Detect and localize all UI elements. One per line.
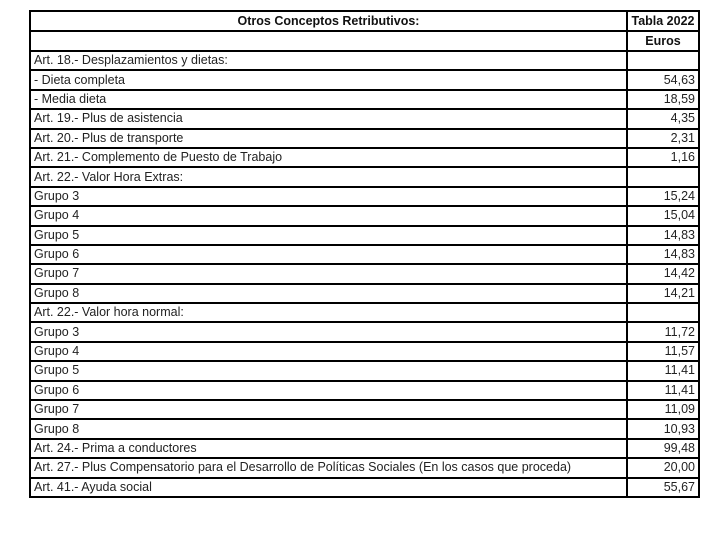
row-value: 55,67	[627, 478, 699, 497]
row-value: 99,48	[627, 439, 699, 458]
table-row	[30, 245, 699, 264]
row-value	[627, 167, 699, 186]
row-value: 11,41	[627, 381, 699, 400]
row-value: 11,41	[627, 361, 699, 380]
row-label: Grupo 8	[30, 284, 627, 303]
table-row	[30, 458, 699, 477]
row-value: 14,21	[627, 284, 699, 303]
row-label: Art. 20.- Plus de transporte	[30, 129, 627, 148]
table-row	[30, 303, 699, 322]
table-row	[30, 90, 699, 109]
header-empty-cell	[30, 31, 627, 51]
row-value: 11,57	[627, 342, 699, 361]
row-value: 1,16	[627, 148, 699, 167]
table-row	[30, 322, 699, 341]
row-label: Art. 41.- Ayuda social	[30, 478, 627, 497]
row-label: Art. 21.- Complemento de Puesto de Trabajo	[30, 148, 627, 167]
row-label: Art. 19.- Plus de asistencia	[30, 109, 627, 128]
header-row	[30, 11, 699, 31]
row-label: - Media dieta	[30, 90, 627, 109]
row-label: Grupo 5	[30, 361, 627, 380]
row-label: Art. 22.- Valor hora normal:	[30, 303, 627, 322]
row-value: 11,09	[627, 400, 699, 419]
row-value: 15,24	[627, 187, 699, 206]
row-value: 18,59	[627, 90, 699, 109]
row-label: Art. 18.- Desplazamientos y dietas:	[30, 51, 627, 70]
row-value: 4,35	[627, 109, 699, 128]
column-title: Tabla 2022	[627, 11, 699, 31]
row-label: Grupo 3	[30, 187, 627, 206]
row-label: Art. 27.- Plus Compensatorio para el Desarrollo de Políticas Sociales (En los casos que proceda)	[30, 458, 627, 477]
table-row	[30, 342, 699, 361]
table-row	[30, 109, 699, 128]
table-row	[30, 51, 699, 70]
table-row	[30, 167, 699, 186]
retribution-table	[29, 10, 700, 498]
row-value: 2,31	[627, 129, 699, 148]
row-label: Grupo 3	[30, 322, 627, 341]
row-value: 15,04	[627, 206, 699, 225]
row-label: Grupo 6	[30, 381, 627, 400]
table-title: Otros Conceptos Retributivos:	[30, 11, 627, 31]
row-value: 20,00	[627, 458, 699, 477]
table-row	[30, 381, 699, 400]
row-value: 14,83	[627, 226, 699, 245]
table-row	[30, 439, 699, 458]
row-value: 54,63	[627, 70, 699, 89]
row-value	[627, 51, 699, 70]
table-row	[30, 226, 699, 245]
table-row	[30, 478, 699, 497]
table-row	[30, 187, 699, 206]
row-label: Grupo 5	[30, 226, 627, 245]
table-row	[30, 148, 699, 167]
row-value: 14,83	[627, 245, 699, 264]
column-unit: Euros	[627, 31, 699, 51]
row-value: 14,42	[627, 264, 699, 283]
table-row	[30, 400, 699, 419]
row-label: Grupo 4	[30, 342, 627, 361]
row-label: Art. 24.- Prima a conductores	[30, 439, 627, 458]
table-row	[30, 206, 699, 225]
row-label: - Dieta completa	[30, 70, 627, 89]
row-label: Grupo 7	[30, 400, 627, 419]
table-row	[30, 284, 699, 303]
row-label: Grupo 8	[30, 419, 627, 438]
row-label: Grupo 6	[30, 245, 627, 264]
row-value	[627, 303, 699, 322]
header-unit-row	[30, 31, 699, 51]
table-row	[30, 264, 699, 283]
row-value: 10,93	[627, 419, 699, 438]
table-row	[30, 70, 699, 89]
table-row	[30, 129, 699, 148]
table-row	[30, 361, 699, 380]
row-value: 11,72	[627, 322, 699, 341]
table-row	[30, 419, 699, 438]
row-label: Grupo 7	[30, 264, 627, 283]
row-label: Grupo 4	[30, 206, 627, 225]
row-label: Art. 22.- Valor Hora Extras:	[30, 167, 627, 186]
